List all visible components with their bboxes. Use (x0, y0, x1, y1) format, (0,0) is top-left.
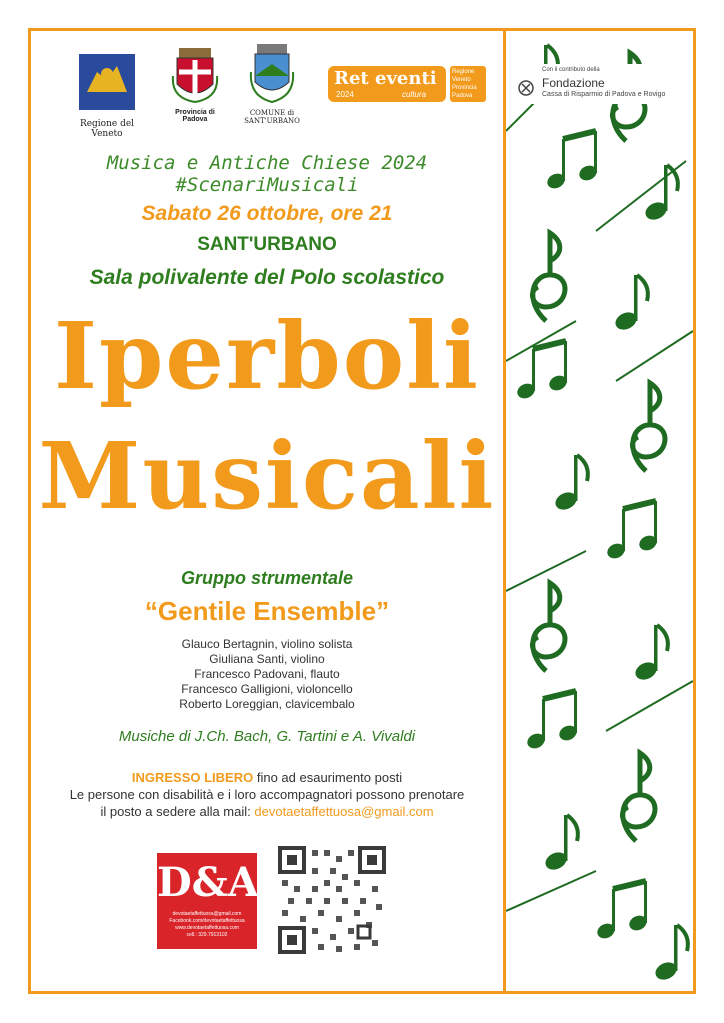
fondazione-name: Fondazione (542, 76, 605, 90)
event-venue: Sala polivalente del Polo scolastico (89, 266, 445, 289)
provincia-label: Provincia di Padova (175, 109, 215, 123)
provincia-padova-logo (166, 46, 224, 123)
regione-veneto-logo (66, 52, 148, 139)
performer-item: Francesco Galligioni, violoncello (181, 682, 353, 696)
comune-logo (242, 42, 302, 125)
da-contact-4: cell.: 329.7913102 (186, 932, 228, 938)
fondazione-sub: Cassa di Risparmio di Padova e Rovigo (542, 91, 666, 98)
entry-bold: INGRESSO LIBERO (131, 770, 254, 785)
reteventi-sub: cultura (402, 90, 427, 99)
pattern-shapes (506, 45, 693, 983)
entry-rest: fino ad esaurimento posti (253, 770, 403, 785)
regione-veneto-label: Regione del Veneto (79, 119, 135, 139)
performer-item: Roberto Loreggian, clavicembalo (179, 697, 355, 711)
reteventi-side-4: Padova (452, 93, 473, 99)
reteventi-name: Ret eventi (334, 68, 437, 89)
disability-line-2-wrap (31, 803, 503, 820)
music-notes-pattern (506, 31, 693, 991)
entry-info (31, 769, 503, 820)
reteventi-logo (328, 66, 486, 102)
reteventi-side-3: Provincia (452, 85, 477, 91)
qr-code[interactable] (276, 844, 388, 956)
ensemble-name: “Gentile Ensemble” (144, 596, 390, 626)
event-date: Sabato 26 ottobre, ore 21 (141, 202, 393, 225)
composers-line: Musiche di J.Ch. Bach, G. Tartini e A. Vivaldi (118, 728, 416, 745)
disability-line-1: Le persone con disabilità e i loro accompagnatori possono prenotare (69, 787, 465, 802)
event-town: SANT'URBANO (197, 234, 337, 255)
performer-item: Francesco Padovani, flauto (194, 667, 340, 681)
qr-code-icon (276, 844, 388, 956)
comune-label-1: COMUNE di (249, 109, 295, 117)
reteventi-side-1: Regione (452, 69, 475, 75)
fondazione-pre: Con il contributo della (542, 67, 600, 73)
disability-line-2: il posto a sedere alla mail: (100, 804, 255, 819)
da-logo (157, 853, 257, 949)
event-title-line1: Iperboli (54, 302, 480, 410)
da-contact-3: www.devotaetaffettuosa.com (175, 925, 239, 931)
da-contacts (157, 911, 257, 939)
da-contact-1: devotaetaffettuosa@gmail.com (172, 911, 242, 917)
series-title: Musica e Antiche Chiese 2024 #ScenariMusicali (106, 152, 428, 196)
event-title-line2: Musicali (38, 422, 496, 530)
reteventi-side (450, 66, 486, 102)
da-contact-2: Facebook.com/devotaetaffettuosa (169, 918, 245, 924)
group-label: Gruppo strumentale (180, 568, 354, 588)
performers-list (31, 637, 503, 712)
reteventi-side-2: Veneto (452, 77, 471, 83)
performer-item: Giuliana Santi, violino (209, 652, 325, 666)
fondazione-mark-icon (518, 80, 534, 96)
email-link[interactable]: devotaetaffettuosa@gmail.com (254, 804, 434, 819)
reteventi-year: 2024 (336, 90, 354, 99)
comune-label-2: SANT'URBANO (244, 117, 300, 125)
lion-crest-icon (77, 52, 137, 112)
performer-item: Glauco Bertagnin, violino solista (181, 637, 353, 651)
comune-crest-icon (247, 42, 297, 104)
fondazione-logo (512, 64, 688, 104)
entry-line (31, 769, 503, 786)
provincia-crest-icon (171, 46, 219, 104)
da-mark: D&A (157, 859, 259, 906)
